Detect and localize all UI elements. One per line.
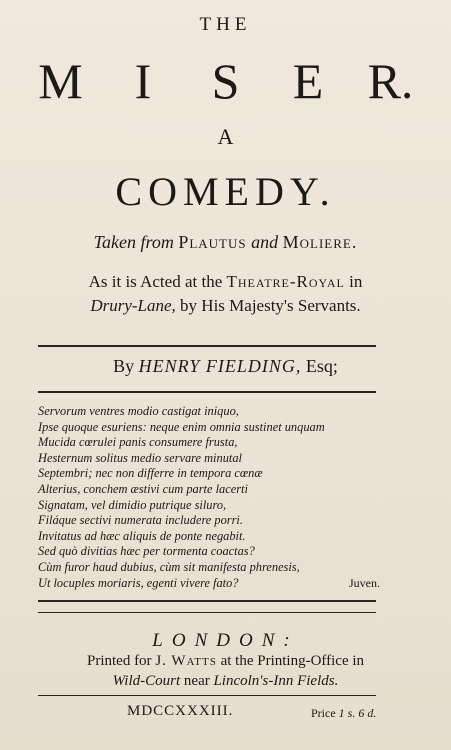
divider xyxy=(38,600,376,602)
verse-line: Alterius, conchem æstivi cum parte lacerti xyxy=(38,481,248,496)
divider xyxy=(38,345,376,347)
divider xyxy=(38,612,376,613)
author-moliere: Moliere. xyxy=(282,232,358,252)
imprint-city: LONDON: xyxy=(152,630,299,651)
printed-for: Printed for xyxy=(86,653,152,669)
source-line xyxy=(0,232,451,253)
miser-letter: M xyxy=(38,53,83,109)
divider xyxy=(38,695,376,696)
heading-the: THE xyxy=(199,14,252,35)
acted-line-1 xyxy=(0,272,451,292)
miser-letter: I xyxy=(134,53,152,109)
verse-line: Cùm furor haud dubius, cùm sit manifesta phrenesis, xyxy=(38,559,300,574)
price xyxy=(311,706,376,721)
verse-line: Filáque sectivi numerata includere porri. xyxy=(38,513,243,528)
verse-attribution: Juven. xyxy=(349,576,380,590)
verse-line: Septembri; nec non differre in tempora cœnæ xyxy=(38,466,263,481)
miser-letter: S xyxy=(211,53,240,109)
price-value: 1 s. 6 d. xyxy=(338,706,377,720)
miser-letter: R. xyxy=(367,53,414,109)
acted-prefix: As it is Acted at the xyxy=(88,272,223,291)
acted-line-2 xyxy=(0,296,451,316)
by-word: By xyxy=(113,356,135,376)
imprint-line-2 xyxy=(0,673,451,690)
near-word: near xyxy=(183,673,210,689)
acted-in: in xyxy=(349,272,363,291)
miser-letter: E xyxy=(292,53,324,109)
author-plautus: Plautus xyxy=(178,232,247,252)
epigraph-verse xyxy=(38,404,383,591)
author-name: HENRY FIELDING, xyxy=(138,356,302,376)
esq: Esq; xyxy=(305,356,338,376)
price-label: Price xyxy=(311,706,336,720)
title-miser xyxy=(0,52,451,110)
imprint-line-1 xyxy=(0,653,451,670)
taken-from: Taken from xyxy=(93,232,174,252)
author-line xyxy=(0,356,451,377)
heading-comedy: COMEDY. xyxy=(115,169,336,214)
heading-a: A xyxy=(217,124,234,149)
wild-court: Wild-Court xyxy=(112,673,181,689)
verse-line: Ipse quoque esuriens: neque enim omnia sustinet unquam xyxy=(38,419,325,434)
verse-line: Servorum ventres modio castigat iniquo, xyxy=(38,404,239,418)
divider xyxy=(38,391,376,393)
verse-line: Invitatus ad hæc aliquis de ponte negabit. xyxy=(38,528,246,543)
majesty-servants: by His Majesty's Servants. xyxy=(180,296,361,315)
printing-office: at the Printing-Office in xyxy=(220,653,365,669)
verse-line: Mucida cœrulei panis consumere frusta, xyxy=(38,435,238,450)
verse-line: Signatam, vel dimidio putrique siluro, xyxy=(38,497,227,512)
printer-name: J. Watts xyxy=(155,653,217,669)
lincolns-inn: Lincoln's-Inn Fields. xyxy=(213,673,339,689)
drury-lane: Drury-Lane, xyxy=(90,296,176,315)
and-word: and xyxy=(251,232,279,252)
verse-line: Ut locuples moriaris, egenti vivere fato? xyxy=(38,575,239,590)
verse-line: Sed quò divitias hæc per tormenta coactas? xyxy=(38,544,255,559)
publication-year: MDCCXXXIII. xyxy=(127,703,234,719)
verse-line: Hesternum solitus medio servare minutal xyxy=(38,450,242,465)
theatre-royal: Theatre-Royal xyxy=(226,272,345,291)
